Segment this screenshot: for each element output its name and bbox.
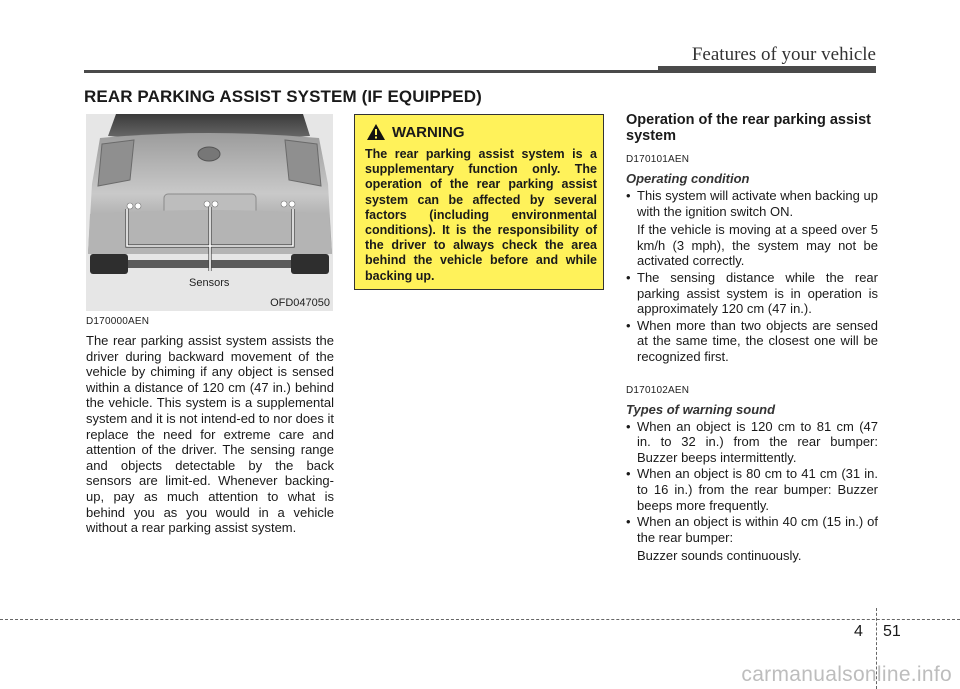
warning-title: WARNING [392, 123, 465, 141]
warning-triangle-icon [366, 123, 386, 141]
car-rear-photo [86, 114, 333, 311]
list-item: • When more than two objects are sensed at the same time, the closest one will be recognized first. [626, 318, 878, 365]
section-title: REAR PARKING ASSIST SYSTEM (IF EQUIPPED) [84, 87, 482, 106]
operation-code-2: D170102AEN [626, 384, 690, 396]
list-item: • When an object is 120 cm to 81 cm (47 in. to 32 in.) from the rear bumper: Buzzer beeps intermittently. [626, 419, 878, 466]
operation-column [626, 112, 878, 565]
warning-text: The rear parking assist system is a supplementary function only. The operation of the rear parking assist system can be affected by several factors (including environmental conditions). It is the responsibility of the driver to always check the area behind the vehicle before and while backing up. [365, 147, 597, 283]
footer-rule [0, 619, 960, 620]
operation-code-1: D170101AEN [626, 154, 690, 165]
watermark: carmanualsonline.info [741, 663, 952, 686]
operating-condition-list [626, 188, 878, 365]
left-section-code: D170000AEN [86, 316, 150, 327]
page-chapter-number: 4 [854, 623, 863, 640]
list-item: • This system will activate when backing up with the ignition switch ON. If the vehicle is moving at a speed over 5 km/h (3 mph), the system may not be activated correctly. [626, 188, 878, 269]
chapter-header: Features of your vehicle [691, 44, 876, 65]
sensors-label: Sensors [189, 277, 230, 289]
left-body-text: The rear parking assist system assists the driver during backward movement of the vehicle by chiming if any object is sensed within a distance of 120 cm (47 in.) behind the vehicle. This system is a supplemental system and it is not intend-ed to nor does it replace the need for extreme care and attention of the driver. The sensing range and objects detectable by the back sensors are limit-ed. Whenever backing-up, pay as much attention to what is behind you as you would in a vehicle without a rear parking assist system. [86, 333, 334, 536]
operating-condition-subtitle: Operating condition [626, 171, 750, 186]
warning-sound-subtitle: Types of warning sound [626, 401, 776, 417]
warning-sound-list [626, 419, 878, 564]
warning-header [366, 123, 465, 141]
figure-code: OFD047050 [270, 297, 330, 309]
header-tab [658, 66, 876, 73]
list-item: • When an object is within 40 cm (15 in.) of the rear bumper: Buzzer sounds continuously. [626, 514, 878, 564]
warning-box [354, 114, 604, 290]
page-number: 51 [883, 623, 901, 640]
list-item: • When an object is 80 cm to 41 cm (31 in. to 16 in.) from the rear bumper: Buzzer beeps more frequently. [626, 466, 878, 513]
operation-title: Operation of the rear parking assist system [626, 112, 871, 144]
list-item: • The sensing distance while the rear parking assist system is in operation is approximately 120 cm (47 in.). [626, 270, 878, 317]
